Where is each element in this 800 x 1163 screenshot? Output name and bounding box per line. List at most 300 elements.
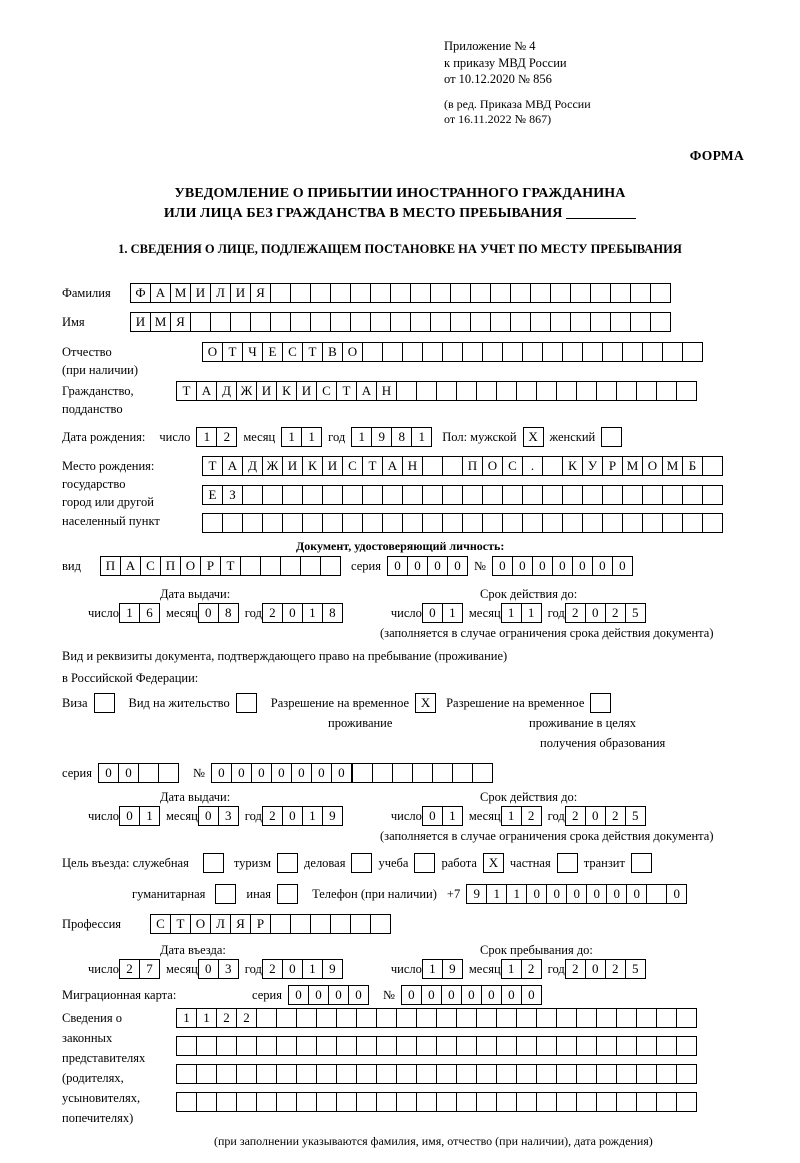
form-cell[interactable]: 0: [387, 556, 408, 576]
form-cell[interactable]: 0: [546, 884, 567, 904]
form-cell[interactable]: [396, 1064, 417, 1084]
form-cell[interactable]: 8: [322, 603, 343, 623]
form-cell[interactable]: 0: [492, 556, 513, 576]
form-cell[interactable]: [370, 914, 391, 934]
form-cell[interactable]: [622, 342, 643, 362]
form-cell[interactable]: 1: [422, 959, 443, 979]
form-cell[interactable]: [256, 1036, 277, 1056]
form-cell[interactable]: 1: [176, 1008, 197, 1028]
form-cell[interactable]: [422, 485, 443, 505]
form-cell[interactable]: Т: [220, 556, 241, 576]
form-cell[interactable]: [582, 342, 603, 362]
form-cell[interactable]: [402, 342, 423, 362]
stay-issue-year-input[interactable]: [262, 806, 343, 826]
form-cell[interactable]: [602, 485, 623, 505]
form-cell[interactable]: 0: [422, 603, 443, 623]
form-cell[interactable]: [356, 1064, 377, 1084]
form-cell[interactable]: [342, 485, 363, 505]
form-cell[interactable]: К: [302, 456, 323, 476]
form-cell[interactable]: [330, 914, 351, 934]
form-cell[interactable]: 0: [566, 884, 587, 904]
form-cell[interactable]: 0: [118, 763, 139, 783]
form-cell[interactable]: 0: [198, 603, 219, 623]
form-cell[interactable]: Я: [230, 914, 251, 934]
purpose-private-checkbox[interactable]: [557, 853, 578, 873]
visa-checkbox[interactable]: [94, 693, 115, 713]
form-cell[interactable]: [276, 1008, 297, 1028]
form-cell[interactable]: 6: [139, 603, 160, 623]
form-cell[interactable]: О: [190, 914, 211, 934]
form-cell[interactable]: [352, 763, 373, 783]
form-cell[interactable]: 1: [351, 427, 372, 447]
form-cell[interactable]: [410, 283, 431, 303]
form-cell[interactable]: [370, 283, 391, 303]
form-cell[interactable]: П: [160, 556, 181, 576]
form-cell[interactable]: А: [356, 381, 377, 401]
form-cell[interactable]: [476, 1064, 497, 1084]
form-cell[interactable]: [476, 1092, 497, 1112]
form-cell[interactable]: [576, 1036, 597, 1056]
legal-rep-input-4[interactable]: [176, 1092, 697, 1112]
form-cell[interactable]: [562, 513, 583, 533]
form-cell[interactable]: [216, 1064, 237, 1084]
form-cell[interactable]: 0: [198, 806, 219, 826]
form-cell[interactable]: [596, 1064, 617, 1084]
form-cell[interactable]: [176, 1036, 197, 1056]
stay-number-input[interactable]: [211, 763, 352, 783]
form-cell[interactable]: Л: [210, 914, 231, 934]
form-cell[interactable]: [616, 1008, 637, 1028]
form-cell[interactable]: [490, 283, 511, 303]
stay-until-year-input[interactable]: [565, 959, 646, 979]
form-cell[interactable]: [456, 1092, 477, 1112]
form-cell[interactable]: 5: [625, 603, 646, 623]
form-cell[interactable]: [290, 283, 311, 303]
form-cell[interactable]: [576, 1064, 597, 1084]
form-cell[interactable]: [422, 513, 443, 533]
form-cell[interactable]: [396, 1092, 417, 1112]
form-cell[interactable]: [376, 1092, 397, 1112]
form-cell[interactable]: 1: [302, 806, 323, 826]
surname-input[interactable]: [130, 283, 671, 303]
form-cell[interactable]: [636, 1036, 657, 1056]
form-cell[interactable]: Р: [250, 914, 271, 934]
form-cell[interactable]: Я: [250, 283, 271, 303]
form-cell[interactable]: И: [282, 456, 303, 476]
residence-permit-checkbox[interactable]: [236, 693, 257, 713]
form-cell[interactable]: О: [642, 456, 663, 476]
form-cell[interactable]: Т: [302, 342, 323, 362]
form-cell[interactable]: 0: [198, 959, 219, 979]
form-cell[interactable]: [482, 513, 503, 533]
form-cell[interactable]: 0: [401, 985, 422, 1005]
form-cell[interactable]: 2: [565, 806, 586, 826]
form-cell[interactable]: 0: [501, 985, 522, 1005]
doc-issue-year-input[interactable]: [262, 603, 343, 623]
form-cell[interactable]: [676, 1092, 697, 1112]
form-cell[interactable]: 0: [348, 985, 369, 1005]
form-cell[interactable]: [682, 485, 703, 505]
form-cell[interactable]: 2: [605, 806, 626, 826]
form-cell[interactable]: [556, 1036, 577, 1056]
form-cell[interactable]: [536, 1092, 557, 1112]
form-cell[interactable]: [510, 283, 531, 303]
form-cell[interactable]: [242, 513, 263, 533]
form-cell[interactable]: [516, 381, 537, 401]
form-cell[interactable]: 0: [592, 556, 613, 576]
form-cell[interactable]: [310, 283, 331, 303]
form-cell[interactable]: [270, 283, 291, 303]
form-cell[interactable]: К: [562, 456, 583, 476]
form-cell[interactable]: И: [130, 312, 151, 332]
birth-place-city-input[interactable]: [202, 485, 723, 505]
form-cell[interactable]: [542, 342, 563, 362]
legal-rep-input-3[interactable]: [176, 1064, 697, 1084]
form-cell[interactable]: [442, 456, 463, 476]
form-cell[interactable]: [450, 283, 471, 303]
form-cell[interactable]: У: [582, 456, 603, 476]
form-cell[interactable]: [490, 312, 511, 332]
form-cell[interactable]: [510, 312, 531, 332]
form-cell[interactable]: [256, 1092, 277, 1112]
form-cell[interactable]: [442, 485, 463, 505]
form-cell[interactable]: Т: [362, 456, 383, 476]
form-cell[interactable]: 0: [532, 556, 553, 576]
form-cell[interactable]: [650, 283, 671, 303]
form-cell[interactable]: [682, 513, 703, 533]
form-cell[interactable]: [610, 283, 631, 303]
form-cell[interactable]: 0: [251, 763, 272, 783]
form-cell[interactable]: С: [140, 556, 161, 576]
form-cell[interactable]: 1: [506, 884, 527, 904]
form-cell[interactable]: Л: [210, 283, 231, 303]
form-cell[interactable]: [482, 485, 503, 505]
form-cell[interactable]: [262, 485, 283, 505]
form-cell[interactable]: Ч: [242, 342, 263, 362]
form-cell[interactable]: [310, 914, 331, 934]
form-cell[interactable]: [462, 342, 483, 362]
form-cell[interactable]: 0: [521, 985, 542, 1005]
form-cell[interactable]: Н: [402, 456, 423, 476]
form-cell[interactable]: 0: [282, 959, 303, 979]
form-cell[interactable]: 9: [371, 427, 392, 447]
form-cell[interactable]: 1: [196, 1008, 217, 1028]
form-cell[interactable]: 0: [291, 763, 312, 783]
form-cell[interactable]: [390, 283, 411, 303]
form-cell[interactable]: [462, 485, 483, 505]
form-cell[interactable]: [410, 312, 431, 332]
form-cell[interactable]: [656, 1092, 677, 1112]
form-cell[interactable]: [450, 312, 471, 332]
form-cell[interactable]: [616, 1092, 637, 1112]
form-cell[interactable]: 2: [565, 959, 586, 979]
doc-series-input[interactable]: [387, 556, 468, 576]
form-cell[interactable]: [436, 1092, 457, 1112]
form-cell[interactable]: [436, 1008, 457, 1028]
form-cell[interactable]: 0: [271, 763, 292, 783]
birth-month-input[interactable]: [281, 427, 322, 447]
form-cell[interactable]: [362, 485, 383, 505]
form-cell[interactable]: [138, 763, 159, 783]
form-cell[interactable]: 1: [139, 806, 160, 826]
form-cell[interactable]: [310, 312, 331, 332]
form-cell[interactable]: 3: [218, 959, 239, 979]
form-cell[interactable]: [382, 342, 403, 362]
form-cell[interactable]: [576, 1008, 597, 1028]
form-cell[interactable]: [316, 1008, 337, 1028]
form-cell[interactable]: 2: [521, 806, 542, 826]
form-cell[interactable]: [276, 1092, 297, 1112]
form-cell[interactable]: [296, 1036, 317, 1056]
form-cell[interactable]: М: [622, 456, 643, 476]
form-cell[interactable]: [196, 1064, 217, 1084]
form-cell[interactable]: [456, 381, 477, 401]
form-cell[interactable]: [432, 763, 453, 783]
form-cell[interactable]: [242, 485, 263, 505]
form-cell[interactable]: [576, 1092, 597, 1112]
form-cell[interactable]: [370, 312, 391, 332]
form-cell[interactable]: [642, 513, 663, 533]
form-cell[interactable]: [342, 513, 363, 533]
form-cell[interactable]: А: [222, 456, 243, 476]
form-cell[interactable]: [502, 513, 523, 533]
purpose-transit-checkbox[interactable]: [631, 853, 652, 873]
entry-month-input[interactable]: [198, 959, 239, 979]
form-cell[interactable]: [662, 513, 683, 533]
form-cell[interactable]: Я: [170, 312, 191, 332]
stay-valid-day-input[interactable]: [422, 806, 463, 826]
doc-number-input[interactable]: [492, 556, 633, 576]
form-cell[interactable]: [416, 381, 437, 401]
form-cell[interactable]: [590, 312, 611, 332]
form-cell[interactable]: 0: [288, 985, 309, 1005]
stay-series-input[interactable]: [98, 763, 179, 783]
form-cell[interactable]: [570, 283, 591, 303]
form-cell[interactable]: [522, 342, 543, 362]
form-cell[interactable]: [396, 381, 417, 401]
name-input[interactable]: [130, 312, 671, 332]
form-cell[interactable]: 1: [501, 603, 522, 623]
edu-residence-checkbox[interactable]: [590, 693, 611, 713]
form-cell[interactable]: [442, 342, 463, 362]
form-cell[interactable]: [350, 283, 371, 303]
stay-until-month-input[interactable]: [501, 959, 542, 979]
form-cell[interactable]: 2: [262, 603, 283, 623]
purpose-other-checkbox[interactable]: [277, 884, 298, 904]
form-cell[interactable]: 0: [612, 556, 633, 576]
birth-day-input[interactable]: [196, 427, 237, 447]
purpose-business-checkbox[interactable]: [351, 853, 372, 873]
form-cell[interactable]: [682, 342, 703, 362]
form-cell[interactable]: [496, 381, 517, 401]
form-cell[interactable]: 9: [466, 884, 487, 904]
form-cell[interactable]: [402, 485, 423, 505]
form-cell[interactable]: 0: [626, 884, 647, 904]
form-cell[interactable]: И: [322, 456, 343, 476]
patronymic-input[interactable]: [202, 342, 703, 362]
form-cell[interactable]: П: [462, 456, 483, 476]
form-cell[interactable]: 0: [526, 884, 547, 904]
form-cell[interactable]: [596, 1008, 617, 1028]
form-cell[interactable]: [330, 312, 351, 332]
form-cell[interactable]: [362, 342, 383, 362]
form-cell[interactable]: [602, 342, 623, 362]
form-cell[interactable]: Е: [202, 485, 223, 505]
form-cell[interactable]: О: [180, 556, 201, 576]
form-cell[interactable]: [256, 1008, 277, 1028]
form-cell[interactable]: [336, 1036, 357, 1056]
form-cell[interactable]: [476, 1036, 497, 1056]
phone-input[interactable]: [466, 884, 687, 904]
form-cell[interactable]: [550, 312, 571, 332]
form-cell[interactable]: [216, 1092, 237, 1112]
form-cell[interactable]: [316, 1092, 337, 1112]
form-cell[interactable]: 0: [308, 985, 329, 1005]
form-cell[interactable]: К: [276, 381, 297, 401]
form-cell[interactable]: [676, 381, 697, 401]
form-cell[interactable]: [330, 283, 351, 303]
form-cell[interactable]: [556, 381, 577, 401]
form-cell[interactable]: 1: [521, 603, 542, 623]
form-cell[interactable]: 0: [441, 985, 462, 1005]
form-cell[interactable]: [542, 456, 563, 476]
purpose-official-checkbox[interactable]: [203, 853, 224, 873]
form-cell[interactable]: [416, 1036, 437, 1056]
form-cell[interactable]: 0: [311, 763, 332, 783]
form-cell[interactable]: 0: [331, 763, 352, 783]
form-cell[interactable]: С: [502, 456, 523, 476]
form-cell[interactable]: Ж: [236, 381, 257, 401]
form-cell[interactable]: [536, 1064, 557, 1084]
form-cell[interactable]: Т: [222, 342, 243, 362]
form-cell[interactable]: [430, 312, 451, 332]
form-cell[interactable]: [622, 485, 643, 505]
form-cell[interactable]: П: [100, 556, 121, 576]
form-cell[interactable]: А: [196, 381, 217, 401]
form-cell[interactable]: [376, 1064, 397, 1084]
form-cell[interactable]: [582, 485, 603, 505]
form-cell[interactable]: [356, 1036, 377, 1056]
birth-year-input[interactable]: [351, 427, 432, 447]
form-cell[interactable]: [362, 513, 383, 533]
form-cell[interactable]: [502, 342, 523, 362]
form-cell[interactable]: [316, 1064, 337, 1084]
form-cell[interactable]: 0: [231, 763, 252, 783]
form-cell[interactable]: 2: [216, 427, 237, 447]
form-cell[interactable]: 8: [218, 603, 239, 623]
entry-year-input[interactable]: [262, 959, 343, 979]
form-cell[interactable]: [416, 1008, 437, 1028]
form-cell[interactable]: А: [150, 283, 171, 303]
form-cell[interactable]: [322, 485, 343, 505]
form-cell[interactable]: [496, 1064, 517, 1084]
form-cell[interactable]: [236, 1092, 257, 1112]
form-cell[interactable]: [416, 1092, 437, 1112]
form-cell[interactable]: С: [282, 342, 303, 362]
form-cell[interactable]: [240, 556, 261, 576]
form-cell[interactable]: [496, 1036, 517, 1056]
form-cell[interactable]: [596, 1092, 617, 1112]
form-cell[interactable]: [590, 283, 611, 303]
temp-residence-checkbox[interactable]: Х: [415, 693, 436, 713]
form-cell[interactable]: 7: [139, 959, 160, 979]
form-cell[interactable]: [536, 381, 557, 401]
form-cell[interactable]: [270, 914, 291, 934]
form-cell[interactable]: 0: [421, 985, 442, 1005]
form-cell[interactable]: [250, 312, 271, 332]
form-cell[interactable]: [456, 1008, 477, 1028]
form-cell[interactable]: [616, 1064, 637, 1084]
birth-place-state-input[interactable]: [202, 456, 723, 476]
form-cell[interactable]: 0: [586, 884, 607, 904]
form-cell[interactable]: [290, 914, 311, 934]
form-cell[interactable]: [422, 456, 443, 476]
form-cell[interactable]: 1: [196, 427, 217, 447]
stay-valid-month-input[interactable]: [501, 806, 542, 826]
form-cell[interactable]: [320, 556, 341, 576]
form-cell[interactable]: [650, 312, 671, 332]
form-cell[interactable]: 0: [427, 556, 448, 576]
form-cell[interactable]: 2: [236, 1008, 257, 1028]
form-cell[interactable]: [210, 312, 231, 332]
form-cell[interactable]: [392, 763, 413, 783]
form-cell[interactable]: [556, 1064, 577, 1084]
form-cell[interactable]: [270, 312, 291, 332]
form-cell[interactable]: [642, 485, 663, 505]
form-cell[interactable]: [296, 1092, 317, 1112]
form-cell[interactable]: [642, 342, 663, 362]
form-cell[interactable]: [230, 312, 251, 332]
form-cell[interactable]: [262, 513, 283, 533]
form-cell[interactable]: .: [522, 456, 543, 476]
form-cell[interactable]: [350, 312, 371, 332]
form-cell[interactable]: [336, 1092, 357, 1112]
form-cell[interactable]: А: [120, 556, 141, 576]
form-cell[interactable]: 2: [605, 959, 626, 979]
form-cell[interactable]: 2: [216, 1008, 237, 1028]
form-cell[interactable]: 0: [585, 806, 606, 826]
form-cell[interactable]: 1: [501, 959, 522, 979]
form-cell[interactable]: [662, 342, 683, 362]
purpose-humanitarian-checkbox[interactable]: [215, 884, 236, 904]
sex-male-checkbox[interactable]: Х: [523, 427, 544, 447]
form-cell[interactable]: [516, 1092, 537, 1112]
form-cell[interactable]: 0: [211, 763, 232, 783]
form-cell[interactable]: С: [316, 381, 337, 401]
form-cell[interactable]: [482, 342, 503, 362]
form-cell[interactable]: [236, 1036, 257, 1056]
form-cell[interactable]: [376, 1008, 397, 1028]
form-cell[interactable]: [216, 1036, 237, 1056]
form-cell[interactable]: 0: [282, 603, 303, 623]
form-cell[interactable]: [522, 513, 543, 533]
form-cell[interactable]: 0: [666, 884, 687, 904]
form-cell[interactable]: [202, 513, 223, 533]
form-cell[interactable]: [336, 1064, 357, 1084]
form-cell[interactable]: Б: [682, 456, 703, 476]
citizenship-input[interactable]: [176, 381, 697, 401]
form-cell[interactable]: [196, 1092, 217, 1112]
form-cell[interactable]: [302, 485, 323, 505]
form-cell[interactable]: 9: [322, 806, 343, 826]
form-cell[interactable]: [336, 1008, 357, 1028]
form-cell[interactable]: [636, 1064, 657, 1084]
form-cell[interactable]: [702, 485, 723, 505]
form-cell[interactable]: 2: [521, 959, 542, 979]
form-cell[interactable]: [236, 1064, 257, 1084]
form-cell[interactable]: Т: [176, 381, 197, 401]
form-cell[interactable]: А: [382, 456, 403, 476]
